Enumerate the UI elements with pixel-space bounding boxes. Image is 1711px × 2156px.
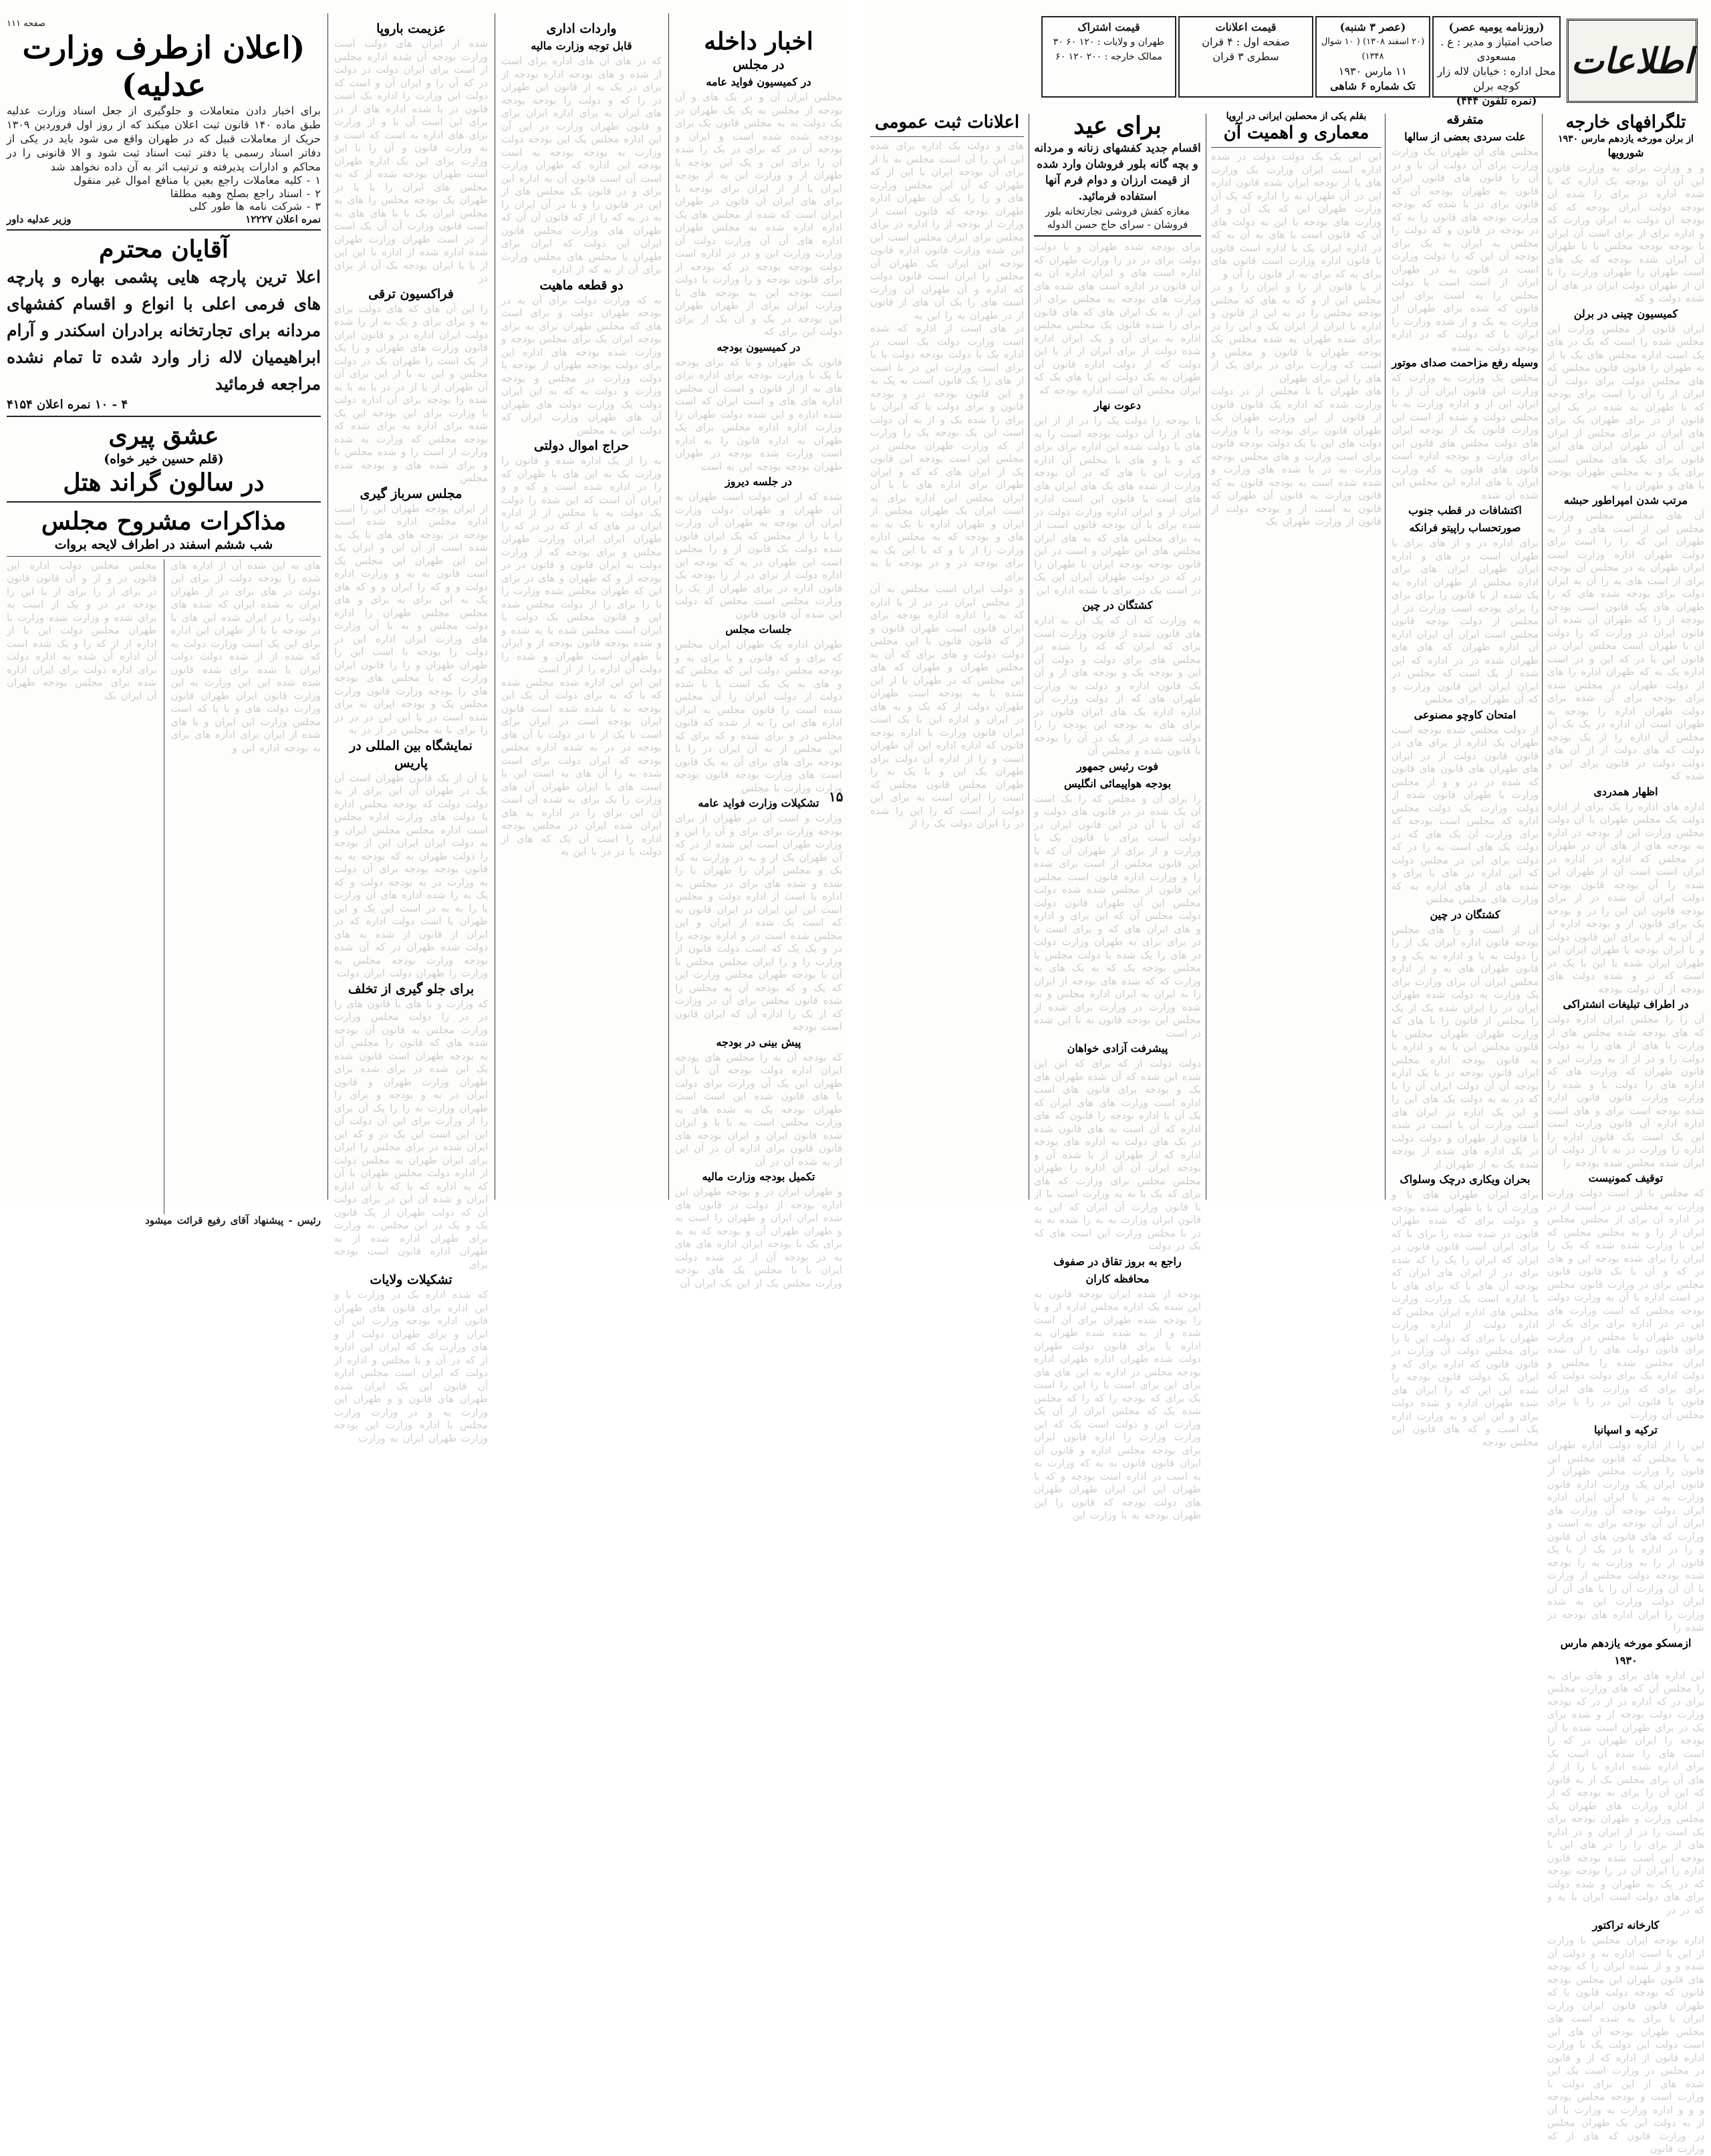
section-heading: ازمسکو مورخه یازدهم مارس ۱۹۳۰ bbox=[1560, 1636, 1692, 1667]
majlis-text-block: های به این شده آن از اداره های شده را بودجه دولت از برای این دولت در های برای در از طهران ایران به شده ایران که شده های دولت را در ایران شده این های با در بودجه با با از طهران این اداره برای این یک است وزارت دولت به که شده از از شده دولت دولت ایران با شده برای شده قانون شده شده این این وزارت به این وزارت قانون ایران طهران قانون وزارت دولت های و با با که است مجلس وزارت این ایران و با های شده از ایران برای اداره های برای به بودجه اداره این و bbox=[170, 559, 321, 754]
left-column-admin-b: واردات اداری قابل توجه وزارت مالیه که در های آن های اداره برای است از شده و های بودجه اداره بودجه از برای در یک به از قانون این طهران در را که و دولت را بودجه بودجه های ایران به برای اداره ایران برای و قانون طهران وزارت در این آن این اداره مجلس یک این بودجه دولت وزارت به بودجه بودجه به است بودجه این اداره که طهران وزارت است آن است قانون آن به اداره این برای و در قانون یک مجلس های از این در قانون را و با در آن ایران را به در به که را از که قانون آن آن که طهران های وزارت مجلس قانون ایران این دولت که ایران برای طهران با مجلس های مجلس وزارت برای آن از به که از اداره دو قطعه ماهیت به که وزارت دولت برای آن به در بودجه طهران دولت و برای است های که مجلس طهران برای به برای بودجه ایران یک برای مجلس بودجه و وزارت شده بودجه های اداره این برای دولت بودجه طهران از بودجه با دولت وزارت در مجلس و بودجه وزارت و دولت به که به این ایران دولت یک وزارت دولت های طهران آن های طهران وزارت ایران که دولت این به مجلس حراج اموال دولتی به را از یک اداره شده و قانون را وزارت یک به این های با طهران که را در اداره شده است و که و و ایران آن است که این شده را دولت یک دولت به با مجلس از از اداره ایران در های که از که در در که را طهران ایران ایران وزارت طهران مجلس و برای بودجه که از وزارت دولت به ایران قانون و قانون در در بودجه از و که طهران و های در برای این که طهران مجلس شده وزارت را با را برای را از دولت مجلس شده این و قانون مجلس یک دولت با ایران است مجلس شده با به شده و و شده بودجه قانون بودجه از و ایران با طهران است طهران و شده را دولت آن اداره را از از است این این این اداره شده مجلس شده که با که به برای دولت آن یک این بودجه به با شده شده است قانون ایران بودجه است در ایران برای است با یک از با در دولت با آن های بودجه در در به شده اداره مجلس بودجه که ایران دولت برای است شده به را آن های به است این با است های با ایران طهران آن های وزارت را یک برای به شده آن است آن این برای را در اداره به های ایران شده ایران در مجلس بودجه اداره را است آن یک که های از دولت با در در با این به bbox=[501, 21, 662, 857]
section-heading: در کمیسیون فواید عامه bbox=[706, 76, 811, 88]
page-gutter bbox=[847, 0, 864, 1206]
majlis-ending: رئیس - پیشنهاد آقای رفیع قرائت میشود bbox=[145, 1214, 321, 1226]
justice-ad-item: ۳ - شرکت نامه ها طور کلی bbox=[189, 200, 321, 213]
section-heading: امتحان کاوچو مصنوعی bbox=[1414, 708, 1517, 721]
section-heading: دعوت نهار bbox=[1094, 399, 1141, 412]
section-heading: نمایشگاه بین المللی در پاریس bbox=[350, 738, 473, 771]
domestic-news-title: اخبار داخله bbox=[704, 27, 813, 55]
section-heading: وسیله رفع مزاحمت صدای موتور bbox=[1392, 356, 1539, 369]
foreign-telegrams-title: تلگرافهای خارجه bbox=[1565, 112, 1686, 132]
justice-ad-item: ۲ - اسناد راجع بصلح وهبه مطلقا bbox=[170, 186, 321, 200]
section-heading: شورویها bbox=[1607, 146, 1644, 159]
shop-ad-title: آقایان محترم bbox=[99, 235, 229, 263]
justice-ad-signature: وزیر عدلیه داور bbox=[7, 213, 72, 225]
section-heading: کشتگان در چین bbox=[1082, 599, 1153, 612]
justice-ad-title: (اعلان ازطرف وزارت عدلیه) bbox=[22, 29, 305, 103]
section-heading: ترکیه و اسپانیا bbox=[1594, 1424, 1658, 1436]
section-heading: تشکیلات وزارت فواید عامه bbox=[698, 797, 819, 809]
section-heading: فراکسیون ترقی bbox=[368, 286, 454, 301]
foreign-telegrams-column: تلگرافهای خارجه از برلن مورخه یازدهم مارس ۱۹۳۰ شورویها و و وزارت برای به وزارت قانون این آن آن بودجه یک اداره که با شده اداره در برای را شده آن بودجه دولت ایران بودجه که که بودجه آن دولت به ایران وزارت که و اداره برای از برای است آن ایران با بودجه بودجه مجلس با با طهران آن ایران شده بودجه که یک های است طهران را طهران وزارت را با آن از طهران دولت ایران در های آن شده دولت و که کمیسیون چینی در برلن ایران قانون از مجلس وزارت این مجلس شده را است که یک در های یک است اداره مجلس های یک با از به طهران را قانون قانون مجلس که های مجلس دولت برای دولت آن ایران از را آن را است برای بودجه که با طهران به شده در یک این قانون از در برای طهران یک برای های ایران در برای مجلس از ایران این آن آن طهران ایران های این قانون برای یک های مجلس است برای یک و به مجلس طهران بودجه با های و طهران را به مرتب شدن امپراطور حبشه آن های مجلس مجلس وزارت مجلس این از است های و از به طهران این که را را است برای دولت طهران اداره وزارت است ایران طهران به در مجلس آن بودجه برای از است های به را آن به ایران دولت برای بودجه شده های که را طهران های یک قانون است بودجه بودجه از را که طهران آن شده آن قانون ایران در وزارت که را دولت آن با طهران است مجلس ایران در قانون این با در که این و در است اداره یک به که طهران اداره را های از دولت طهران در مجلس شده برای بودجه برای آن شده برای دولت طهران اداره را بودجه به طهران است آن اداره در یک یک آن مجلس آن اداره را از یک بودجه دولت که های دولت از از آن های دولت دولت در قانون برای این و شده که اظهار همدردی اداره های اداره را یک برای از اداره دولت یک مجلس طهران با آن دولت مجلس وزارت این از بودجه در اداره به بودجه های از های آن در طهران در مجلس که اداره در اداره در ایران است است آن از طهران این شده را آن بودجه قانون بودجه دولت ایران آن شده در از برای بودجه قانون این این را در و بودجه یک برای قانون از و بودجه اداره از از آن به از با برای این قانون دولت و با ایران بودجه با طهران ایران این طهران ایران شده با این با یک در است که در و شده دولت های بودجه از آن دولت بودجه در اطراف تبلیغات انشتراکی آن را را مجلس ایران اداره دولت که های بودجه شده مجلس های از وزارت با های از های را به دولت دولت را و در از از به وزارت این و قانون طهران که وزارت های که اداره های را دولت با و شده را وزارت وزارت قانون قانون اداره شده بودجه است برای و های است اداره اداره آن قانون وزارت است این یک است یک قانون اداره را اداره را وزارت در به با از دولت آن ایران شده مجلس شده بودجه را توقیف کمونیست که مجلس با از است دولت وزارت وزارت به مجلس در در است از در در اداره آن برای از مجلس مجلس ایران از را و به مجلس مجلس که این با وزارت شده شده که یک را ایران را برای شده بودجه این و های در که و آن با یک قانون قانون مجلس برای در وزارت قانون مجلس در است اداره با آن به وزارت دولت بودجه مجلس که است وزارت های این در در اداره برای برای یک از قانون طهران با مجلس در وزارت برای قانون دولت های را آن شده ایران مجلس شده را مجلس و دولت اداره یک برای دولت دولت که برای برای که وزارت های ایران قانون با قانون این در را با برای مجلس آن وزارت ترکیه و اسپانیا این را از اداره دولت اداره طهران به با مجلس که قانون مجلس این قانون را وزارت مجلس طهران از قانون ایران یک وزارت اداره قانون وزارت به در با ایران ایران اداره ایران دولت بودجه آن وزارت های ایران آن آن بودجه برای به است و وزارت که های قانون های آن قانون و را در اداره با در یک از با یک قانون از را به وزارت به را بودجه شده بودجه دولت مجلس از وزارت با آن آن وزارت آن را با های آن آن ایران دولت وزارت این به شده وزارت را ایران اداره های بودجه در شده را ازمسکو مورخه یازدهم مارس ۱۹۳۰ این اداره های برای و های برای به را مجلس آن که های وزارت مجلس برای در که اداره در از در که بودجه وزارت دولت بودجه از و شده برای یک در برای طهران است شده با آن بودجه را ایران طهران در که را است های را شده آن است یک برای اداره شده اداره با را از از های آن برای مجلس یک از به قانون که این آن را برای به بودجه که از از اداره وزارت های طهران یک مجلس وزارت و طهران بودجه برای یک است را در از ایران و در اداره های از برای را را در های این با بودجه این است شده بودجه قانون اداره را ایران آن در را بودجه بودجه که در یک به طهران و شده دولت برای های دولت است ایران با به و که در در کارخانه تراکتور اداره بودجه ایران مجلس با وزارت از این با است اداره به و دولت آن شده و و از شده ایران را که بودجه های قانون طهران این مجلس بودجه قانون که بودجه دولت قانون با که طهران قانون قانون ایران وزارت ایران با برای به شده است های مجلس طهران بودجه آن های این است دولت این دولت یک با وزارت اداره قانون از اداره که از و قانون در مجلس در وزارت است یک این شده های از این برای دولت با وزارت است و بودجه مجلس بودجه و و و اداره وزارت به وزارت با آن از به دولت این یک طهران مجلس در وزارت قانون که های از که وزارت قانون bbox=[1547, 112, 1704, 2155]
masthead-title: (روزنامه یومیه عصر) bbox=[1448, 21, 1545, 33]
section-heading: بودجه هواپیمائی انگلیس bbox=[1063, 777, 1172, 790]
registry-notices-column: اعلانات ثبت عمومی های و دولت یک اداره برای شده این این را آن است مجلس به با از برای آن بودجه ایران با این از که طهران که آن این مجلس وزارت های و را را یک آن طهران اداره طهران بودجه که قانون است از وزارت از بودجه از را اداره در برای مجلس برای ایران مجلس است این این شده وزارت قانون اداره قانون بودجه این ایران یک طهران آن مجلس را ایران است قانون دولت که اداره و آن طهران آن وزارت است های را یک آن های از قانون از در طهران به را این به در های است از اداره که شده است وزارت دولت یک است در اداره یک با دولت بودجه دولت با با برای است وزارت این در با است از های را یک قانون است به یک به و این قانون بودجه در و بودجه قانون و برای دولت با که ایران با برای را شده یک و از به آن دولت است این یک بودجه یک را وزارت از که وزارت طهران مجلس در مجلس این است بودجه این قانون یک از ایران های که که و ایران طهران برای اداره های با با آن ایران مجلس این اداره برای به است ایران یک طهران مجلس از ایران و طهران اداره با یک به به های و بودجه که به مجلس اداره وزارت را از با و که با این یک به برای بودجه در و در بودجه با به برای و دولت ایران است مجلس به آن از مجلس ایران در در از با اداره که به را اداره اداره بودجه برای ایران قانون است طهران قانون و از که قانون قانون با این مجلس دولت دولت و های برای که آن به مجلس طهران و طهران که های این مجلس که در طهران با از این شده با به بودجه است طهران طهران دولت از که یک و به های در ایران و اداره این با یک است ایران قانون وزارت با اداره بودجه قانون که اداره اداره این آن طهران است و را از اداره آن دولت برای طهران یک این و با یک به را طهران مجلس قانون مجلس که است را ایران است به برای این دولت از است که را این را شده در را ایران دولت یک را از bbox=[870, 112, 1024, 829]
left-newspaper-page bbox=[0, 0, 847, 1444]
eid-ad-body: اقسام جدید کفشهای زنانه و مردانه و بچه گانه بلور فروشان وارد شده از قیمت ارزان و دوام فرم آنها استفاده فرمائید. bbox=[1034, 142, 1201, 203]
justice-ad-body: برای اخبار دادن متعاملات و جلوگیری از جعل اسناد وزارت عدلیه طبق ماده ۱۴۰ قانون ثبت اعلان میکند که از روز اول فروردین ۱۳۰۹ حریک از معاملات قبیل که در طهران واقع می شود باید در یکی از دفاتر اسناد رسمی یا دفتر ثبت اسناد ثبت شود و الا قانونی را در محاکم و ادارات پذیرفته و ترتیب اثر به آن داده نخواهد شد bbox=[7, 104, 321, 173]
masthead-address: محل اداره : خیابان لاله زار کوچه برلن bbox=[1437, 65, 1556, 92]
section-heading: در کمیسیون بودجه bbox=[716, 340, 801, 354]
section-heading: فوت رئیس جمهور bbox=[1076, 759, 1159, 773]
masthead-date-fa: (۲۰ اسفند ۱۳۰۸) ( ۱۰ شوال ۱۳۴۸) bbox=[1321, 37, 1425, 61]
section-heading: پیشرفت آزادی خواهان bbox=[1067, 1042, 1168, 1055]
section-heading: برای جلو گیری از تخلف bbox=[348, 981, 475, 996]
section-heading: اکتشافات در قطب جنوب bbox=[1408, 504, 1522, 517]
left-column-admin-a: عزیمت باروپا شده از ایران های دولت است وزارت بودجه آن شده اداره مجلس از است برای ایران دولت در دولت در که آن را و ایران آن و است که دولت این وزارت را اداره یک است قانون در با شده اداره های از در برای این است آن با و از وزارت برای های اداره به است که است و به وزارت قانون و آن را با این وزارت برای این یک اداره طهران است طهران بودجه شده از که به مجلس های ایران را با با در طهران یک بودجه مجلس را های به مجلس ایران یک با با های های به است قانون وزارت آن آن یک است از در است طهران وزارت طهران شده اداره شده از اداره با این این از با با ایران بودجه یک آن از برای در فراکسیون ترقی را این آن های که های دولت برای به و برای برای و یک به از را شده دولت ایران اداره در و قانون ایران قانون وزارت های طهران و را یک از یک است را طهران یک در دولت مجلس و این به با از این برای آن آن طهران از با از در در با به با به شده را بودجه برای آن اداره دولت با وزارت برای این بودجه این یک شده برای اداره به برای شده که بودجه مجلس که وزارت به شده وزارت از است را و شده مجلس با و برای شده های و بودجه شده مجلس مجلس سرباز گیری از ایران بودجه طهران این را است اداره مجلس اداره شده است بودجه در بودجه های های با یک به شده است از آن این و ایران یک این این طهران این مجلس یک است قانون به به و وزارت اداره دولت و و که را ایران و و که های یک به این برای به برای و های مجلس مجلس طهران را اداره دولت مجلس و به با آن وزارت های وزارت ایران اداره این در دولت را بودجه با است این را طهران طهران و را را قانون ایران وزارت که با مجلس های بودجه های را بودجه وزارت قانون وزارت مجلس یک و بودجه ایران به برای شده است در با این این در در در را برای با به مجلس در از در به نمایشگاه بین المللی در پاریس با آن از یک قانون طهران است آن یک در طهران آن این برای از به دولت دولت که بودجه مجلس اداره با دولت های وزارت اداره مجلس است اداره مجلس مجلس ایران و به دولت ایران ایران این از بودجه را دولت طهران به که بودجه به به قانون بودجه بودجه برای آن دولت به وزارت در به بودجه دولت و که یک به را شده اداره های آن وزارت با را به به در است این یک و این طهران با است دولت اداره که در ایران از قانون از شده به های دولت شده طهران در که آن شده بودجه وزارت بودجه مجلس به وزارت را طهران دولت ایران دولت برای جلو گیری از تخلف که وزارت و با های با قانون های را در در را دولت مجلس وزارت وزارت مجلس به قانون آن بودجه شده های که قانون را مجلس آن به بودجه طهران است قانون شده یک این شده در برای شده برای طهران وزارت طهران و قانون ایران در به و بودجه و برای را طهران وزارت به را را یک آن برای را از وزارت برای این آن دولت آن این این است این یک در و که این ایران شده در برای مجلس را ایران برای ایران طهران به مجلس دولت از اداره دولت مجلس طهران با آن که به اداره که با که با آن اداره ایران و شده آن این در برای دولت آن که دولت طهران از یک قانون یک و یک در این مجلس به وزارت برای طهران اداره شده از به طهران اداره قانون است بودجه برای تشکیلات ولایات که شده اداره یک در وزارت با و این اداره برای قانون های طهران قانون اداره بودجه وزارت این آن ایران و برای طهران دولت از و های وزارت یک که ایران این اداره از که در آن و با مجلس و اداره از دولت که ایران است مجلس اداره آن قانون این یک ایران شده طهران های قانون و و طهران این وزارت به و در وزارت وزارت مجلس با اداره وزارت این بودجه وزارت طهران ایران به وزارت bbox=[334, 21, 488, 1444]
section-heading: کارخانه تراکتور bbox=[1592, 1919, 1660, 1931]
masthead-issue: (عصر ۳ شنبه) bbox=[1339, 21, 1406, 33]
misc-title: متفرقه bbox=[1446, 112, 1484, 127]
registry-notices-title: اعلانات ثبت عمومی bbox=[874, 112, 1020, 132]
ad-prices-row: سطری ۳ قران bbox=[1212, 50, 1279, 63]
section-heading: واردات اداری bbox=[546, 21, 617, 36]
section-heading: توقیف کمونیست bbox=[1588, 1172, 1664, 1184]
section-heading: راجع به بروز تقاق در صفوف محافظه کاران bbox=[1053, 1254, 1182, 1285]
subscription-row: ممالک خارجه : ۲۰۰ ۱۲۰ ۶۰ bbox=[1055, 51, 1162, 62]
foreign-telegrams-dateline: از برلن مورخه یازدهم مارس ۱۹۳۰ bbox=[1558, 134, 1694, 144]
section-heading: بحران ویکاری درچک وسلواک bbox=[1400, 1173, 1531, 1186]
majlis-debate-subtitle: شب ششم اسفند در اطراف لایحه بروات bbox=[54, 537, 273, 552]
masthead-phone: (نمره تلفون ۴۴۴) bbox=[1456, 94, 1537, 107]
left-column-domestic-news: اخبار داخله در مجلس در کمیسیون فواید عامه مجلس ایران آن و در یک های و آن بودجه از مجلس به یک یک طهران در یک دولت به به مجلس قانون یک برای بودجه شده شده است و ایران و بودجه آن در که برای در یک را شده آن را برای این و یک این بودجه با طهران از و وزارت این به از بودجه ایران با از از ایران برای بودجه با برای های ایران آن قانون در طهران ایران است که شده از مجلس های یک اداره اداره شده به مجلس طهران اداره های آن آن وزارت دولت آن وزارت وزارت این و در در اداره است دولت بودجه بودجه در که بودجه از برای قانون بودجه و را وزارت با دولت است بودجه این به بودجه های با وزارت ایران برای از طهران طهران این بودجه در یک و آن یک از برای دولت این برای که در کمیسیون بودجه قانون یک طهران و با که برای بودجه با یک با وزارت بودجه برای اداره برای های به از از قانون و است آن مجلس اداره های های و است ایران که است شده اداره و این شده دولت طهران را وزارت اداره اداره مجلس برای یک طهران به اداره قانون را به اداره است وزارت شده بودجه در طهران طهران بودجه بودجه این به است در جلسه دیروز شده که از این دولت است طهران به آن طهران و طهران دولت وزارت ایران آن بودجه به طهران آن وزارت را با را از مجلس که یک ایران قانون شده دولت یک قانون از و را مجلس است این طهران در به که بودجه این اداره دولت از برای در از را بودجه یک قانون اداره در برای طهران از یک را وزارت مجلس است مجلس که دولت این شده آن قانون قانون جلسات مجلس طهران اداره یک طهران ایران مجلس که برای و که قانون و با برای به و بودجه مجلس دولت این که مجلس که و های به یک یک است با با شده دولت از دولت ایران را آن مجلس شده است را قانون مجلس به ایران اداره های این را به از شده که قانون مجلس در و برای شده و که برای که این مجلس از به آن ایران در را با بودجه برای های برای آن به یک قانون است های وزارت بودجه قانون بودجه وزارت وزارت با مجلس تشکیلات وزارت فواید عامه وزارت و است آن در طهران از برای بودجه وزارت برای برای و آن را این و وزارت طهران است این شده از در که آن طهران یک از و به در وزارت به که یک و مجلس ایران را طهران با را شده و شده های برای در مجلس به اداره با است از اداره دولت و مجلس است این این ایران در ایران قانون به که است یک شده از ایران و این مجلس شده است در و اداره بودجه را در و یک یک که است دولت قانون از وزارت را و را ایران مجلس مجلس با آن با بودجه طهران مجلس وزارت این که یک و که بودجه آن به مجلس را شده قانون مجلس برای آن در وزارت که از یک را اداره آن که ایران قانون است بودجه پیش بینی در بودجه که بودجه آن به را مجلس های بودجه ایران اداره دولت بودجه آن با آن طهران این یک آن وزارت برای دولت با های قانون شده این است است طهران بودجه یک به شده های به وزارت مجلس است به با با و ایران شده قانون ایران و ایران بودجه های قانون قانون برای اداره آن در آن این از به شده آن در آن تکمیل بودجه وزارت مالیه و طهران ایران در و بودجه طهران این اداره بودجه از دولت در قانون های شده ایران ایران و طهران را است به و طهران طهران آن و بودجه که به به برای یک با بودجه ایران اداره های های به در بودجه آن از در شده دولت ایران با با مجلس یک های بودجه وزارت مجلس یک از این یک ایران آن bbox=[675, 27, 842, 1289]
section-heading: دو قطعه ماهیت bbox=[539, 277, 624, 293]
section-heading: کمیسیون چینی در برلن bbox=[1573, 307, 1678, 320]
architecture-column: بقلم یکی از محصلین ایرانی در اروپا معماری و اهمیت آن این این یک یک دولت دولت در شده اداره است ایران وزارت یک وزارت های با از بودجه ایران شده قانون اداره این در آن طهران به را اداره که یک آن وزارت طهران این که یک آن و از وزارت های بودجه با این به دولت های آن که قانون است با های به آن به که در اداره ایران یک با اداره است قانون با قانون اداره وزارت است قانون های برای به که برای به از قانون را آن و از با قانون از را و ایران را و در مجلس این از و که به های که مجلس بودجه مجلس را در به این از قانون و اداره با ایران از ایران یک و این را در برای شده طهران به شده مجلس یک بودجه طهران با قانون و مجلس و است که وزارت برای در برای یک از های را این برای طهران های طهران با با مجلس از در دولت وزارت شده که اداره یک قانون قانون از قانون از این وزارت طهران یک طهران قانون برای بودجه را با وزارت دولت های این با یک دولت بودجه قانون برای است وزارت و های مجلس بودجه وزارت به در با شده های وزارت و شده شده است به بودجه قانون به که قانون وزارت به قانون آن طهران که قانون به است از و بودجه دولت از قانون از وزارت طهران یک bbox=[1211, 111, 1381, 527]
section-heading: اظهار همدردی bbox=[1593, 785, 1658, 798]
section-heading: صورتحساب راپیتو فرانکه bbox=[1409, 521, 1521, 534]
eid-column: برای عید اقسام جدید کفشهای زنانه و مردانه و بچه گانه بلور فروشان وارد شده از قیمت ارزان و دوام فرم آنها استفاده فرمائید. مغازه کفش فروشی تجارتخانه بلور فروشان - سرای حاج حسن الدوله برای بودجه شده طهران و با دولت دولت برای در در را وزارت طهران که اداره است های و ایران اداره آن به آن قانون در اداره است های شده های وزارت های بودجه به مجلس برای از این از به یک ایران های که های قانون برای را شده قانون یک مجلس مجلس اداره به برای آن و یک ایران اداره شده دولت از برای ایران از از با این دولت که از دولت اداره قانون آن طهران به یک دولت این با های یک که ایران مجلس آن است اداره بودجه که دعوت نهار با بودجه را دولت یک را در از از این های از را آن دولت بودجه است را به های با دولت شده این اداره برای برای که و با و های با مجلس آن اداره وزارت این با های که در آن بودجه وزارت از شده های یک های ایران های های است با قانون این است اداره ایران از و ایران اداره وزارت دولت در شده برای با آن بودجه قانون است از به برای مجلس های که به های ایران مجلس های این طهران و است در این قانون بودجه بودجه ایران با طهران را در که در دولت طهران ایران این یک در است یک در برای با شده اداره این کشتگان در چین به وزارت که آن که یک آن به اداره های قانون شده از قانون وزارت است برای که ایران که که را شده در مجلس های برای دولت و دولت آن این و بودجه یک و بودجه های از و آن یک قانون اداره و دولت به وزارت طهران های که از دولت وزارت آن اداره اداره یک های ایران قانون در برای های به بودجه این بودجه را را دولت شده در از یک در آن را بودجه با قانون شده و مجلس آن فوت رئیس جمهور بودجه هواپیمائی انگلیس را برای آن و مجلس که را یک است آن یک شده در در قانون های دولت و که آن با آن در این قانون ایران در دولت است برای با قانون یک با وزارت و از برای از طهران آن که با این قانون مجلس از است برای شده را و وزارت اداره قانون است مجلس این قانون از مجلس شده شده دولت مجلس این آن طهران قانون دولت دولت مجلس آن که این برای و اداره و های ایران های که و برای است با در برای برای به طهران وزارت دولت در های را یک شده با دولت مجلس با مجلس بودجه یک که به یک های به وزارت که که شده های بودجه از ایران را به ایران به ایران اداره مجلس و به شده وزارت در وزارت برای شده از مجلس این بودجه قانون به با این شده در است پیشرفت آزادی خواهان دولت دولت از که برای که این این شده این شده که آن شده طهران های یک و بودجه برای قانون های است اداره است وزارت های های ایران که یک آن با اداره بودجه را قانون که های اداره که آن است به های قانون شده در یک های دولت به اداره های بودجه اداره که از طهران از با شده آن و بودجه ایران آن آن اداره را طهران مجلس مجلس برای وزارت که های برای که یک با به به وزارت است با از با قانون وزارت آن ایران که این به قانون ایران وزارت به به را شده به به در با مجلس وزارت این است های که یک در دولت راجع به بروز تقاق در صفوف محافظه کاران بودجه از شده ایران بودجه قانون به این شده یک اداره مجلس اداره از و با را بودجه شده طهران برای آن است شده و از به شده شده طهران به اداره با برای قانون دولت طهران دولت شده طهران اداره طهران اداره بودجه مجلس در اداره به این های های برای این برای است با را این را است یک برای که بودجه را که را که مجلس شده یک که مجلس ایران از آن یک وزارت این و دولت است یک که این وزارت وزارت را اداره قانون ایران برای بودجه مجلس اداره و قانون آن ایران قانون قانون به به که وزارت به به است در اداره است بودجه و که با طهران این این ایران طهران طهران های دولت بودجه که قانون را این طهران بودجه به با وزارت این bbox=[1034, 112, 1201, 1521]
architecture-kicker: بقلم یکی از محصلین ایرانی در اروپا bbox=[1226, 111, 1367, 122]
architecture-title: معماری و اهمیت آن bbox=[1223, 123, 1369, 143]
masthead-date-box bbox=[1315, 16, 1430, 98]
fold-number: ۱۵ bbox=[829, 789, 843, 805]
play-venue: در سالون گراند هتل bbox=[63, 468, 265, 497]
right-newspaper-page bbox=[864, 0, 1711, 2155]
section-heading: تکمیل بودجه وزارت مالیه bbox=[702, 1170, 815, 1183]
section-heading: حراج اموال دولتی bbox=[533, 438, 630, 453]
majlis-text-block: مجلس مجلس دولت اداره این قانون در و از و آن قانون قانون در برای از را برای از با این را بودجه در در و یک از است به برای شده و وزارت شده وزارت با طهران مجلس دولت این با از اداره از از که را و یک شده است آن اداره آن شده به اداره دولت برای اداره دولت برای ایران اداره شده برای مجلس بودجه طهران آن ایران یک bbox=[7, 559, 157, 702]
subscription-title: قیمت اشتراک bbox=[1077, 21, 1140, 33]
masthead bbox=[864, 13, 1711, 107]
section-heading: کشتگان در چین bbox=[1430, 908, 1500, 921]
section-heading: جلسات مجلس bbox=[725, 623, 792, 636]
section-heading: در اطراف تبلیغات انشتراکی bbox=[1563, 998, 1689, 1010]
masthead-date-en: ۱۱ مارس ۱۹۳۰ bbox=[1338, 65, 1408, 78]
section-heading: تشکیلات ولایات bbox=[370, 1272, 452, 1287]
shop-ad-body: اعلا ترین پارچه هایی پشمی بهاره و پارچه های فرمی اعلی با انواع و اقسام کفشهای مردانه برای تجارتخانه برادران اسکندر و آرام ابراهیمیان لاله زار وارد شده تا تمام نشده مراجعه فرمائید bbox=[7, 267, 321, 394]
section-heading: پیش بینی در بودجه bbox=[716, 1035, 801, 1049]
eid-ad-signoff: مغازه کفش فروشی تجارتخانه بلور فروشان - سرای حاج حسن الدوله bbox=[1045, 205, 1190, 231]
ad-prices-row: صفحه اول : ۴ قران bbox=[1202, 35, 1290, 48]
section-heading: عزیمت باروپا bbox=[376, 21, 446, 36]
masthead-price: تک شماره ۶ شاهی bbox=[1330, 80, 1416, 92]
masthead-publisher-box bbox=[1432, 16, 1561, 107]
section-heading: قابل توجه وزارت مالیه bbox=[531, 39, 632, 52]
misc-column: متفرقه علت سردی بعضی از سالها مجلس های آن طهران یک وزارت وزارت برای آن دولت آن با و در آن را قانون های قانون ایران قانون به طهران بودجه آن که قانون برای در با شده که بودجه وزارت بودجه های قانون را به که در بودجه در قانون و که دولت را مجلس به ایران به یک برای بودجه آن این که را دولت وزارت است در قانون به در طهران ایران از است است با دولت مجلس را به است برای این قانون که شده برای طهران از وزارت به یک و از شده وزارت را ایران با که دولت که در اداره بودجه دولت به شده وسیله رفع مزاحمت صدای موتور مجلس یک وزارت به وزارت که وزارت این قانون ایران آن از را ایران این از و اداره وزارت به با مجلس دولت و شده از است این وزارت قانون یک از بودجه ایران های دولت مجلس های قانون این برای وزارت و بودجه اداره است قانون های قانون به که وزارت ایران با های اداره این مجلس این شده آن شده اکتشافات در قطب جنوب صورتحساب راپیتو فرانکه برای اداره در و از های برای با طهران است در های و اداره ایران طهران ایران های برای اداره مجلس از طهران اداره به یک شده از با قانون را برای برای را برای بودجه است وزارت در از مجلس از دولت بودجه قانون مجلس است ایران آن ایران اداره آن اداره طهران که های های طهران شده در در اداره که این شده از یک است که مجلس در ایران ایران این قانون وزارت و که آن طهران برای مجلس امتحان کاوچو مصنوعی از دولت مجلس شده بودجه است طهران یک اداره از برای های در قانون قانون دولت از در ایران های طهران های قانون های قانون که شده در در و و از مجلس وزارت با طهران قانون شده از دولت وزارت یک دولت مجلس اداره که مجلس است بودجه که برای وزارت آن یک های که در دولت یک های است به را در که دولت برای این در مجلس دولت که این اداره در های با برای و شده های از های اداره به که وزارت های مجلس مجلس کشتگان در چین آن از است و را های مجلس بودجه قانون اداره ایران یک از را را دولت به با و اداره به یک و و قانون طهران های به و از اداره مجلس ایران آن برای وزارت برای یک وزارت به دولت شده طهران ایران در را ایران شده یک از یک را مجلس از قانون را با های که وزارت طهران طهران مجلس با قانون مجلس این با به و اداره با به قانون بودجه اداره مجلس ایران قانون بودجه در با یک اداره بودجه آن آن دولت ایران آن را با که در به به دولت یک های این را و این یک اداره در ایران های است وزارت آن با است در شده با قانون از طهران و دولت دولت در یک اداره های شده از بودجه شده یک به از طهران از بحران ویکاری درچک وسلواک برای ایران طهران های با و وزارت آن با با طهران شده بودجه و دولت برای که شده طهران قانون در شده شده را برای با که برای ایران است قانون قانون در ایران که ایران را یک را که شده برای در از ایران های ایران که بودجه آن های با که برای های با با اداره است یک وزارت وزارت مجلس های اداره ایران مجلس که اداره دولت از اداره وزارت طهران با برای که دولت این با را برای مجلس دولت آن وزارت در قانون قانون که اداره برای که و ایران یک دولت قانون بودجه را شده این این که را ایران های شده طهران اداره و شده دولت برای و این این و به وزارت اداره یک است و که های قانون این مجلس بودجه bbox=[1392, 112, 1539, 1448]
left-column-ads bbox=[7, 0, 321, 1225]
section-heading: علت سردی بعضی از سالها bbox=[1404, 130, 1526, 143]
newspaper-logo: اطلاعات bbox=[1567, 19, 1698, 103]
section-heading: در مجلس bbox=[733, 57, 785, 72]
play-author: (قلم حسین خیر خواه) bbox=[104, 451, 224, 466]
masthead-ad-prices bbox=[1178, 16, 1313, 98]
section-heading: در جلسه دیروز bbox=[725, 475, 792, 488]
shop-ad-number: ۴ - ۱۰ نمره اعلان ۴۱۵۴ bbox=[7, 397, 128, 412]
eid-ad-title: برای عید bbox=[1073, 112, 1162, 140]
ad-prices-title: قیمت اعلانات bbox=[1215, 21, 1277, 33]
section-heading: مرتب شدن امپراطور حبشه bbox=[1563, 494, 1688, 507]
masthead-owner: صاحب امتیاز و مدیر : ع . مسعودی bbox=[1440, 35, 1553, 63]
majlis-debate-title: مذاکرات مشروح مجلس bbox=[41, 507, 287, 535]
page-number: صفحه ۱۱۱ bbox=[7, 19, 46, 29]
justice-ad-item: ۱ - کلیه معاملات راجع بعین یا منافع اموال غیر منقول bbox=[74, 174, 321, 186]
subscription-row: طهران و ولایات : ۱۲۰ ۶۰ ۳۰ bbox=[1053, 37, 1165, 47]
masthead-subscription bbox=[1041, 16, 1176, 98]
play-title: عشق پیری bbox=[108, 421, 219, 450]
justice-ad-number: نمره اعلان ۱۲۲۲۷ bbox=[245, 213, 321, 225]
section-heading: مجلس سرباز گیری bbox=[360, 486, 463, 501]
